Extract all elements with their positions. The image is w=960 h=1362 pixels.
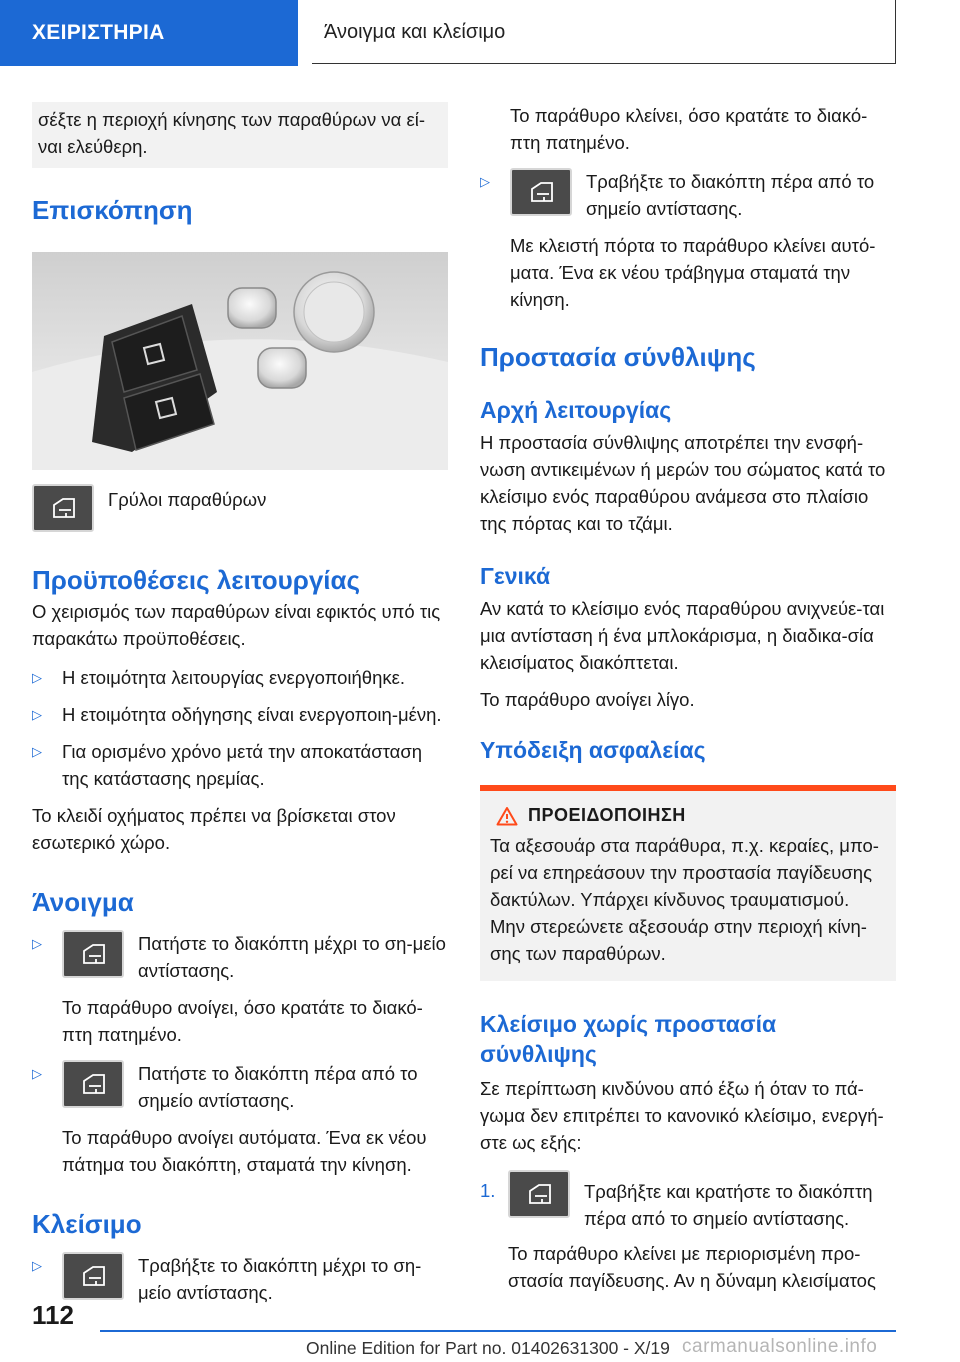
- list-item: ▷ Τραβήξτε το διακόπτη μέχρι το ση-μείο αντίστασης.: [32, 1252, 448, 1306]
- triangle-right-icon: ▷: [480, 174, 490, 189]
- overview-heading: Επισκόπηση: [32, 195, 193, 225]
- intro-note: σέξτε η περιοχή κίνησης των παραθύρων να εί-ναι ελεύθερη.: [32, 102, 448, 168]
- warning-title: ΠΡΟΕΙΔΟΠΟΙΗΣΗ: [528, 805, 686, 825]
- warning-triangle-icon: [496, 806, 518, 826]
- left-column: [32, 100, 448, 1306]
- numbered-step: 1. Τραβήξτε και κρατήστε το διακόπτη πέρα από το σημείο αντίστασης.: [480, 1170, 896, 1232]
- window-switch-illustration: [32, 252, 448, 470]
- page-number: 112: [32, 1300, 74, 1330]
- safety-heading: Υπόδειξη ασφαλείας: [480, 737, 706, 763]
- edition-text: Online Edition for Part no. 01402631300 - X/19: [306, 1338, 670, 1358]
- triangle-right-icon: ▷: [32, 1066, 42, 1081]
- window-switch-icon: [62, 930, 124, 978]
- chapter-title: Άνοιγμα και κλείσιμο: [312, 0, 896, 64]
- pinch-heading: Προστασία σύνθλιψης: [480, 342, 756, 372]
- general-heading: Γενικά: [480, 563, 551, 589]
- close-heading: Κλείσιμο: [32, 1209, 142, 1239]
- section-title: ΧΕΙΡΙΣΤΗΡΙΑ: [0, 0, 298, 66]
- switch-caption: Γρύλοι παραθύρων: [108, 489, 267, 510]
- window-switch-icon: [62, 1252, 124, 1300]
- prereq-text: Ο χειρισμός των παραθύρων είναι εφικτός υπό τις παρακάτω προϋποθέσεις.: [32, 601, 441, 649]
- right-column: [480, 100, 896, 1294]
- footer-rule: [100, 1330, 896, 1332]
- window-switch-icon: [32, 484, 94, 532]
- window-switch-icon: [510, 168, 572, 216]
- list-item: ▷ Πατήστε το διακόπτη μέχρι το ση-μείο αντίστασης.: [32, 930, 448, 984]
- principle-heading: Αρχή λειτουργίας: [480, 397, 672, 423]
- list-item: ▷ Η ετοιμότητα οδήγησης είναι ενεργοποιη-μένη.: [32, 701, 448, 728]
- switch-legend: [32, 484, 448, 532]
- step1-result: Το παράθυρο κλείνει με περιορισμένη προ-στασία παγίδευσης. Αν η δύναμη κλεισίματος: [508, 1243, 876, 1291]
- open-result-2: Το παράθυρο ανοίγει αυτόματα. Ένα εκ νέου πάτημα του διακόπτη, σταματά την κίνηση.: [62, 1127, 427, 1175]
- noprot-heading: Κλείσιμο χωρίς προστασία σύνθλιψης: [480, 1011, 777, 1067]
- step-number: 1.: [480, 1180, 496, 1201]
- triangle-right-icon: ▷: [32, 707, 42, 722]
- close-result-1: Το παράθυρο κλείνει, όσο κρατάτε το διακό-πτη πατημένο.: [510, 105, 868, 153]
- warning-box: [480, 785, 896, 981]
- list-item: ▷ Για ορισμένο χρόνο μετά την αποκατάσταση της κατάστασης ηρεμίας.: [32, 738, 448, 792]
- triangle-right-icon: ▷: [32, 936, 42, 951]
- list-item: ▷ Τραβήξτε το διακόπτη πέρα από το σημείο αντίστασης.: [480, 168, 896, 222]
- list-item: ▷ Η ετοιμότητα λειτουργίας ενεργοποιήθηκε.: [32, 664, 448, 691]
- key-note: Το κλειδί οχήματος πρέπει να βρίσκεται στον εσωτερικό χώρο.: [32, 805, 396, 853]
- window-switch-icon: [62, 1060, 124, 1108]
- watermark: carmanualsonline.info: [682, 1336, 878, 1357]
- triangle-right-icon: ▷: [32, 1258, 42, 1273]
- general-text: Αν κατά το κλείσιμο ενός παραθύρου ανιχνεύε-ται μια αντίσταση ή ένα μπλοκάρισμα, η διαδικα-σία κλεισίματος διακόπτεται.: [480, 598, 885, 673]
- list-item: ▷ Πατήστε το διακόπτη πέρα από το σημείο αντίστασης.: [32, 1060, 448, 1114]
- warning-text: Τα αξεσουάρ στα παράθυρα, π.χ. κεραίες, μπο-ρεί να επηρεάσουν την προστασία παγίδευσης δακτύλων. Υπάρχει κίνδυνος τραυματισμού. Μην στερεώνετε αξεσουάρ στην περιοχή κίνη-σης των παραθύρων.: [490, 835, 879, 964]
- triangle-right-icon: ▷: [32, 670, 42, 685]
- open-heading: Άνοιγμα: [32, 887, 134, 917]
- prereq-heading: Προϋποθέσεις λειτουργίας: [32, 565, 361, 595]
- principle-text: Η προστασία σύνθλιψης αποτρέπει την ενσφή-νωση αντικειμένων ή μερών του σώματος κατά το κλείσιμο ενός παραθύρου ανάμεσα στο πλαίσιο της πόρτας και το τζάμι.: [480, 432, 886, 534]
- noprot-text: Σε περίπτωση κινδύνου από έξω ή όταν το πά-γωμα δεν επιτρέπει το κανονικό κλείσιμο, ενεργή-στε ως εξής:: [480, 1078, 884, 1153]
- close-result-2: Με κλειστή πόρτα το παράθυρο κλείνει αυτό-ματα. Ένα εκ νέου τράβηγμα σταματά την κίνηση.: [510, 235, 876, 310]
- window-switch-icon: [508, 1170, 570, 1218]
- triangle-right-icon: ▷: [32, 744, 42, 759]
- page-header: [0, 0, 960, 68]
- window-switch-photo: [32, 252, 448, 470]
- general-text-2: Το παράθυρο ανοίγει λίγο.: [480, 689, 695, 710]
- open-result-1: Το παράθυρο ανοίγει, όσο κρατάτε το διακό-πτη πατημένο.: [62, 997, 423, 1045]
